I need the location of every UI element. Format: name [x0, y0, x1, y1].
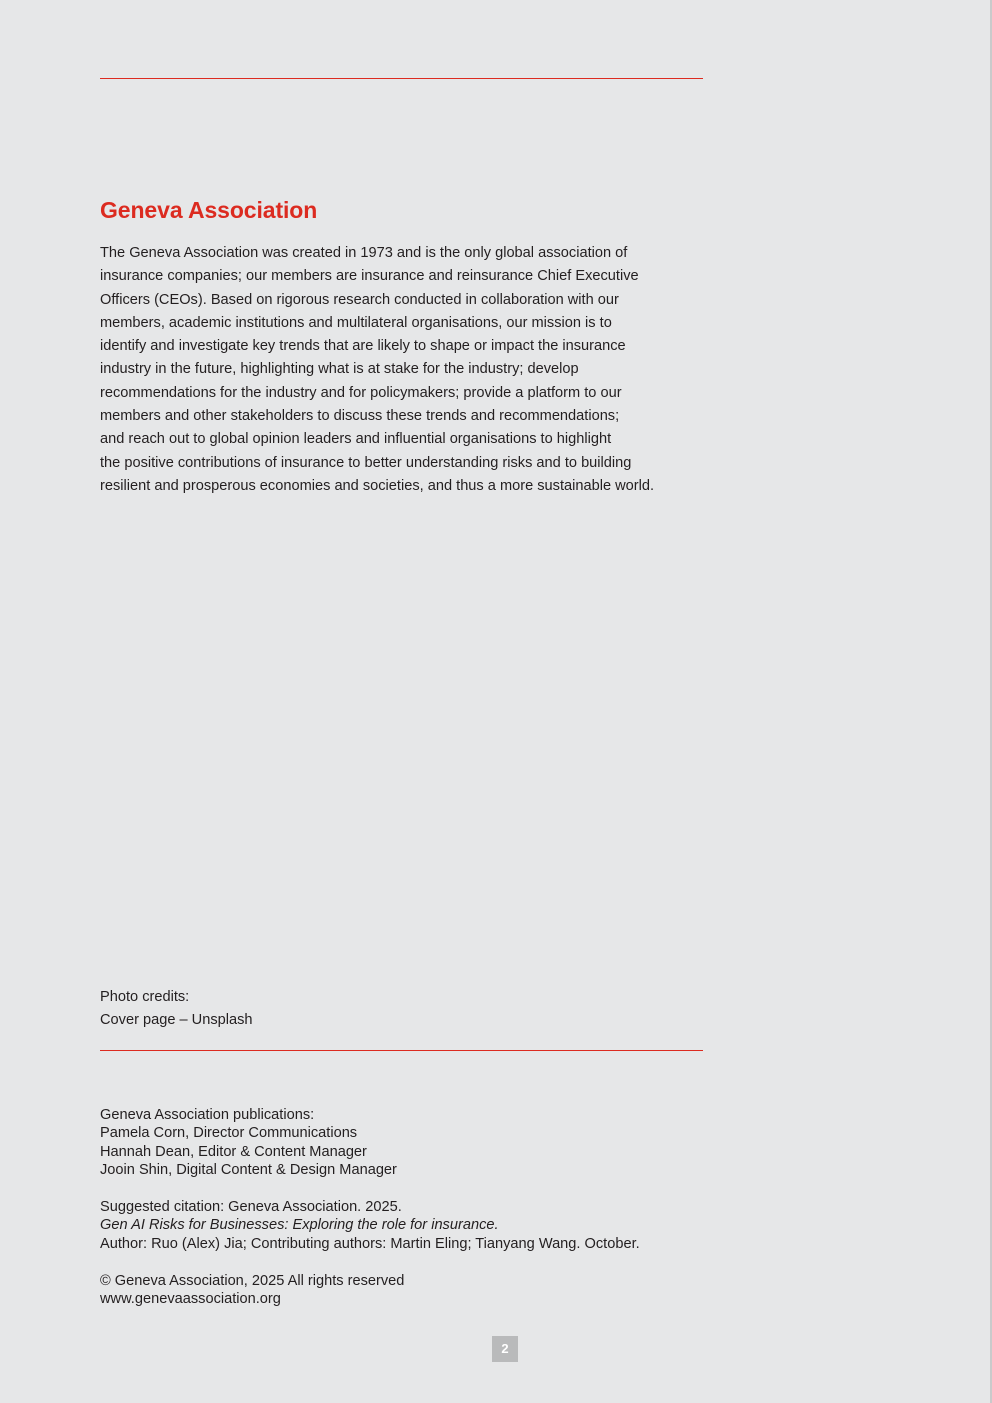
about-line: members, academic institutions and multilateral organisations, our mission is to [100, 314, 612, 331]
staff-line: Pamela Corn, Director Communications [100, 1125, 358, 1142]
about-paragraph [100, 242, 710, 498]
citation-title: Gen AI Risks for Businesses: Exploring the role for insurance. [100, 1217, 499, 1234]
about-line: The Geneva Association was created in 1973 and is the only global association of [100, 245, 628, 261]
imprint-block [100, 1106, 640, 1308]
citation-authors: Author: Ruo (Alex) Jia; Contributing authors: Martin Eling; Tianyang Wang. October. [100, 1235, 640, 1252]
about-line: and reach out to global opinion leaders and influential organisations to highlight [100, 431, 612, 448]
website-link[interactable]: www.genevaassociation.org [100, 1291, 281, 1308]
middle-divider [100, 1050, 703, 1051]
about-line: industry in the future, highlighting what is at stake for the industry; develop [100, 361, 579, 378]
about-line: the positive contributions of insurance to better understanding risks and to building [100, 454, 632, 471]
citation-line: Suggested citation: Geneva Association. 2025. [100, 1199, 402, 1216]
top-divider [100, 78, 703, 79]
page-number-badge: 2 [492, 1336, 518, 1362]
about-line: resilient and prosperous economies and societies, and thus a more sustainable world. [100, 477, 655, 494]
spacer [100, 1180, 640, 1198]
photo-credits-cover: Cover page – Unsplash [100, 1012, 253, 1029]
about-line: identify and investigate key trends that are likely to shape or impact the insurance [100, 338, 626, 355]
about-line: recommendations for the industry and for policymakers; provide a platform to our [100, 384, 622, 401]
publications-label: Geneva Association publications: [100, 1107, 315, 1123]
section-heading: Geneva Association [100, 197, 318, 223]
staff-line: Hannah Dean, Editor & Content Manager [100, 1143, 367, 1160]
copyright-notice: © Geneva Association, 2025 All rights reserved [100, 1272, 405, 1289]
photo-credits-label: Photo credits: [100, 989, 190, 1005]
photo-credits [100, 986, 253, 1033]
staff-line: Jooin Shin, Digital Content & Design Manager [100, 1162, 397, 1179]
about-line: insurance companies; our members are insurance and reinsurance Chief Executive [100, 268, 639, 285]
spacer [100, 1253, 640, 1271]
about-line: members and other stakeholders to discuss these trends and recommendations; [100, 408, 620, 425]
about-line: Officers (CEOs). Based on rigorous research conducted in collaboration with our [100, 291, 619, 308]
